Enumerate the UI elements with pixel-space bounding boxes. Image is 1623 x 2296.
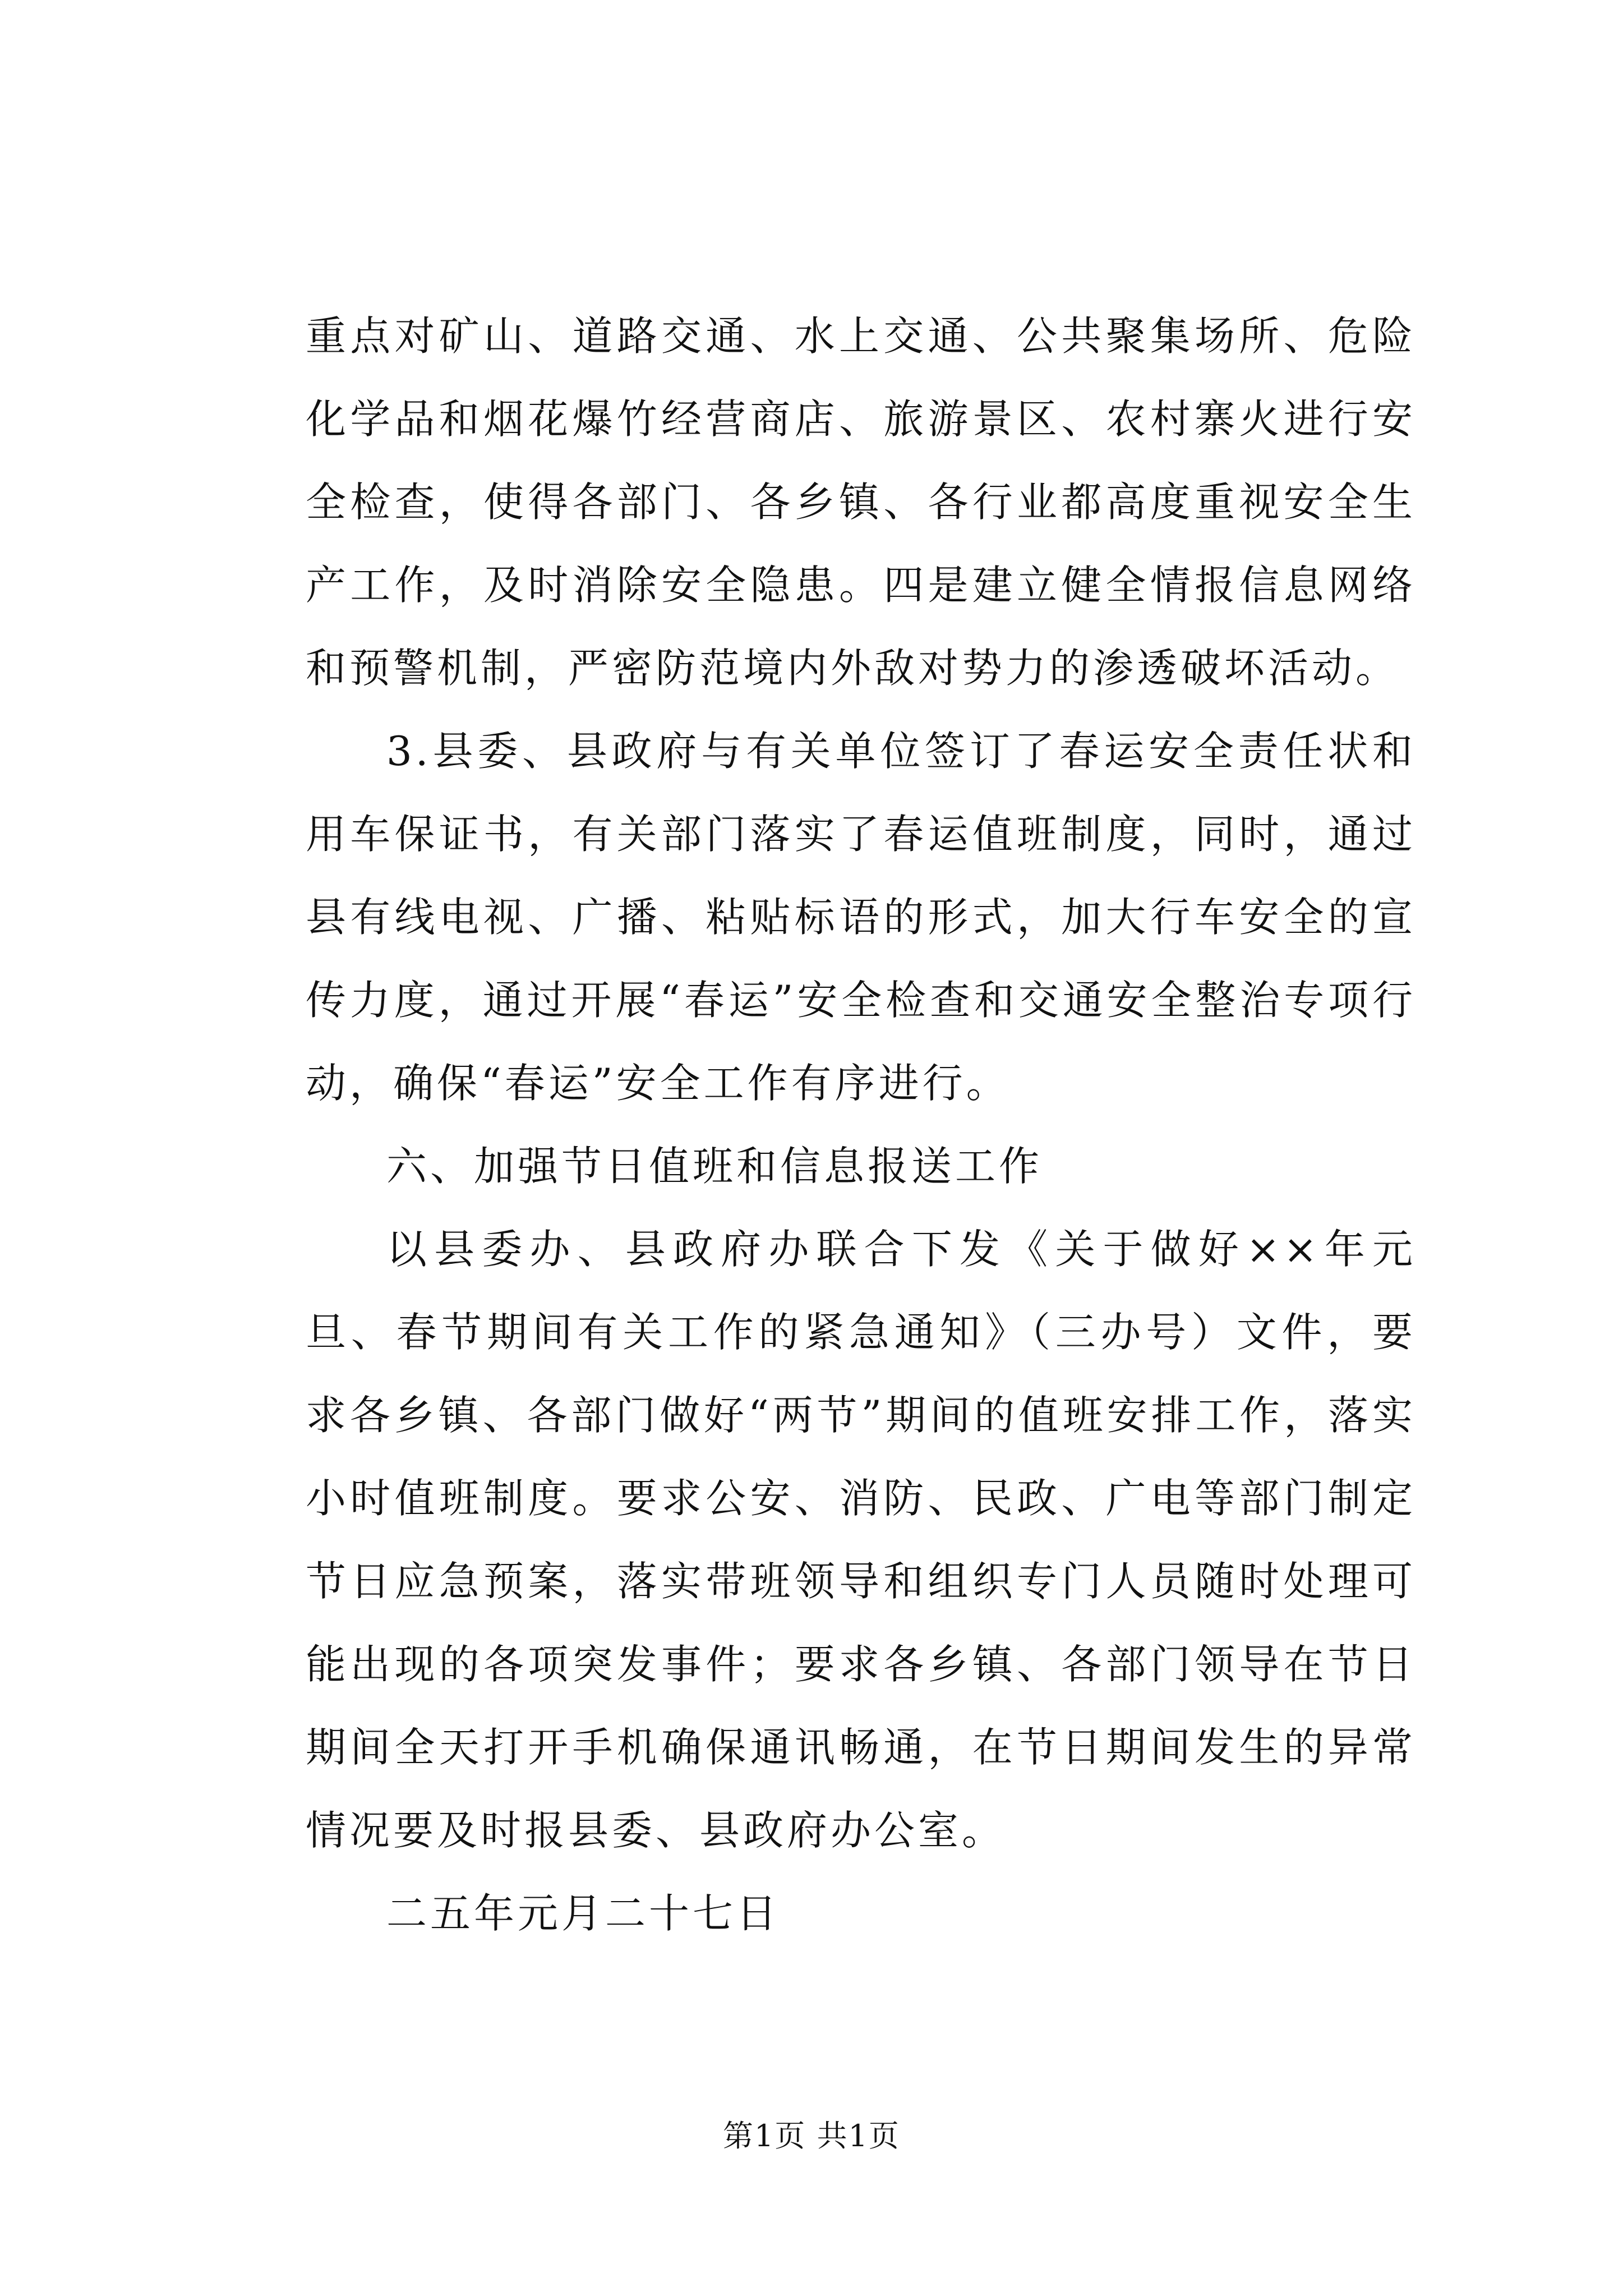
- document-body: [306, 295, 1416, 1955]
- page-footer: 第1页 共1页: [723, 2118, 900, 2154]
- paragraph-holiday-duty: 以县委办、县政府办联合下发《关于做好××年元旦、春节期间有关工作的紧急通知》（三办号）文件，要求各乡镇、各部门做好“两节”期间的值班安排工作，落实小时值班制度。要求公安、消防、民政、广电等部门制定节日应急预案，落实带班领导和组织专门人员随时处理可能出现的各项突发事件；要求各乡镇、各部门领导在节日期间全天打开手机确保通讯畅通，在节日期间发生的异常情况要及时报县委、县政府办公室。: [306, 1226, 1416, 1854]
- document-date: 二五年元月二十七日: [386, 1890, 781, 1937]
- section-heading-holiday-duty: 六、加强节日值班和信息报送工作: [386, 1143, 1043, 1190]
- paragraph-spring-transport: 3.县委、县政府与有关单位签订了春运安全责任状和用车保证书，有关部门落实了春运值班制度，同时，通过县有线电视、广播、粘贴标语的形式，加大行车安全的宣传力度，通过开展“春运”安全检查和交通安全整治专项行动，确保“春运”安全工作有序进行。: [306, 728, 1416, 1107]
- paragraph-inspection: 重点对矿山、道路交通、水上交通、公共聚集场所、危险化学品和烟花爆竹经营商店、旅游景区、农村寨火进行安全检查，使得各部门、各乡镇、各行业都高度重视安全生产工作，及时消除安全隐患。四是建立健全情报信息网络和预警机制，严密防范境内外敌对势力的渗透破坏活动。: [306, 312, 1416, 692]
